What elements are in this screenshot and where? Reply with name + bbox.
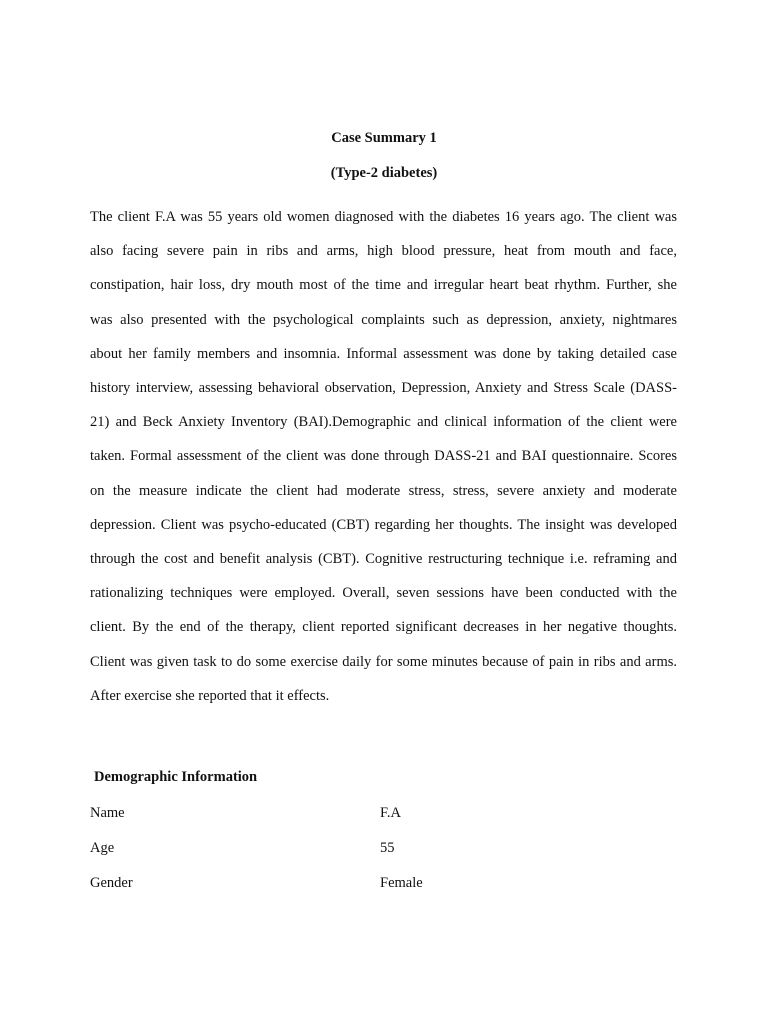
demographic-row-gender	[90, 874, 590, 894]
paragraph-line: also facing severe pain in ribs and arms, high blood pressure, heat from mouth and face,	[90, 243, 677, 260]
demographic-value: F.A	[380, 805, 401, 821]
demographic-value: 55	[380, 840, 395, 856]
demographic-value: Female	[380, 875, 423, 891]
demographic-label: Age	[90, 840, 115, 856]
paragraph-line: depression. Client was psycho-educated (CBT) regarding her thoughts. The insight was developed	[90, 516, 677, 533]
case-summary-paragraph	[90, 200, 677, 713]
demographic-label: Gender	[90, 875, 133, 891]
paragraph-line: was also presented with the psychological complaints such as depression, anxiety, nightmares	[90, 311, 677, 328]
demographic-row-name	[90, 804, 590, 824]
paragraph-line: constipation, hair loss, dry mouth most of the time and irregular heart beat rhythm. Further, she	[90, 277, 677, 294]
paragraph-line: The client F.A was 55 years old women diagnosed with the diabetes 16 years ago. The client was	[90, 209, 677, 225]
demographic-row-age	[90, 839, 590, 859]
paragraph-line: about her family members and insomnia. Informal assessment was done by taking detailed case	[90, 345, 677, 362]
paragraph-line: taken. Formal assessment of the client was done through DASS-21 and BAI questionnaire. Scores	[90, 448, 677, 465]
demographic-label: Name	[90, 805, 125, 821]
paragraph-line: through the cost and benefit analysis (CBT). Cognitive restructuring technique i.e. reframing and	[90, 551, 677, 568]
paragraph-line: on the measure indicate the client had moderate stress, stress, severe anxiety and moderate	[90, 482, 677, 499]
paragraph-line: client. By the end of the therapy, client reported significant decreases in her negative thoughts.	[90, 619, 677, 636]
paragraph-line: 21) and Beck Anxiety Inventory (BAI).Demographic and clinical information of the client were	[90, 414, 677, 431]
paragraph-line: rationalizing techniques were employed. Overall, seven sessions have been conducted with the	[90, 585, 677, 602]
case-summary-subtitle: (Type-2 diabetes)	[330, 165, 438, 181]
paragraph-line: After exercise she reported that it effects.	[90, 687, 330, 704]
demographic-information-heading: Demographic Information	[94, 769, 258, 785]
case-summary-title: Case Summary 1	[331, 130, 437, 146]
paragraph-line: Client was given task to do some exercise daily for some minutes because of pain in ribs and arms.	[90, 653, 677, 670]
paragraph-line: history interview, assessing behavioral observation, Depression, Anxiety and Stress Scale (DASS-	[90, 380, 677, 397]
